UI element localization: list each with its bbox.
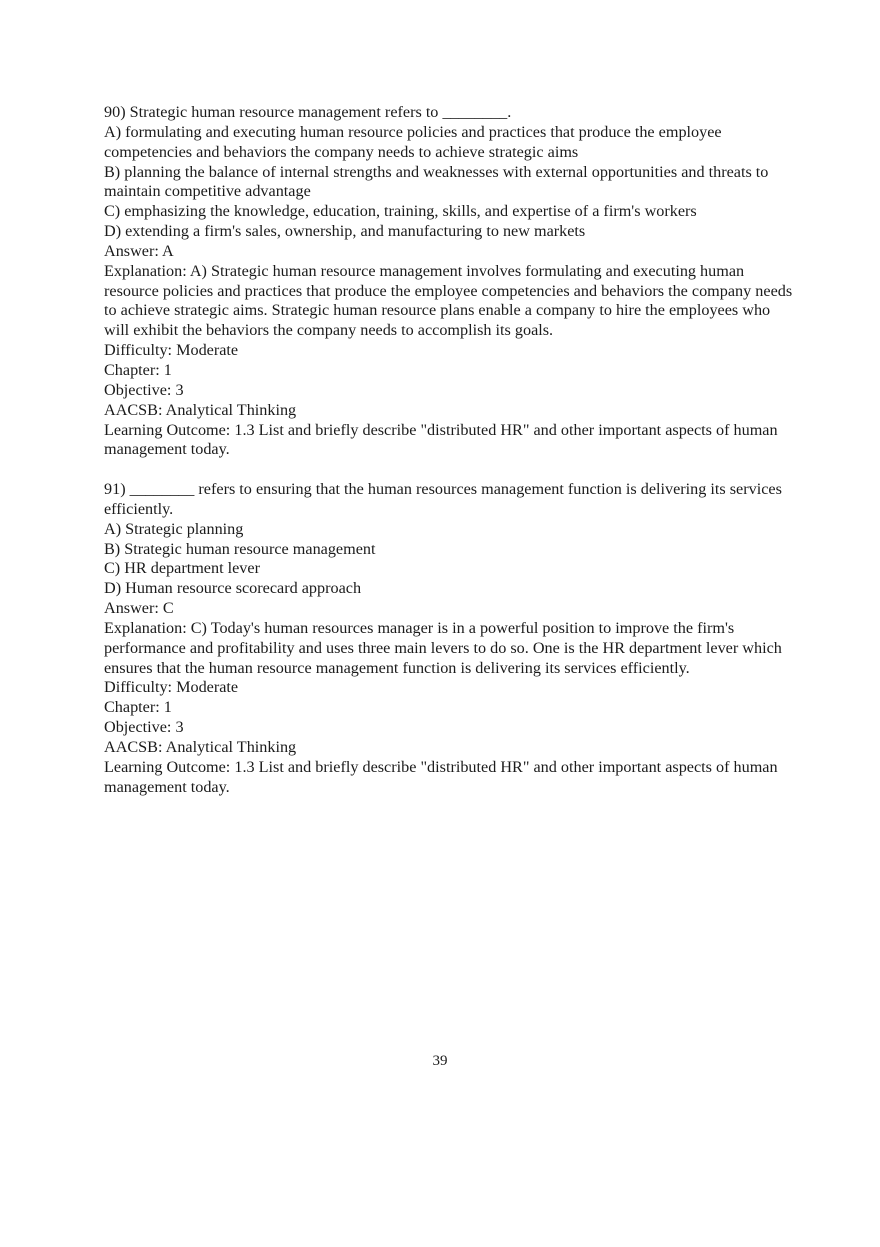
option-c: C) HR department lever: [104, 559, 260, 578]
question-stem: 91) ________ refers to ensuring that the human resources management function is delivering its services efficiently.: [104, 480, 782, 518]
learning-outcome: Learning Outcome: 1.3 List and briefly describe "distributed HR" and other important aspects of human management today.: [104, 757, 778, 796]
option-c: C) emphasizing the knowledge, education, training, skills, and expertise of a firm's workers: [104, 202, 697, 221]
aacsb: AACSB: Analytical Thinking: [104, 400, 297, 419]
option-d: D) Human resource scorecard approach: [104, 579, 362, 598]
page-number: 39: [432, 1053, 448, 1069]
objective: Objective: 3: [104, 380, 184, 399]
learning-outcome: Learning Outcome: 1.3 List and briefly describe "distributed HR" and other important aspects of human management today.: [104, 420, 778, 459]
question-91: [104, 480, 794, 798]
option-d: D) extending a firm's sales, ownership, and manufacturing to new markets: [104, 222, 586, 241]
answer: Answer: C: [104, 599, 174, 618]
option-a: A) Strategic planning: [104, 519, 244, 538]
chapter: Chapter: 1: [104, 360, 172, 379]
option-b: B) planning the balance of internal strengths and weaknesses with external opportunities and threats to maintain competitive advantage: [104, 162, 769, 201]
option-b: B) Strategic human resource management: [104, 539, 376, 558]
option-a: A) formulating and executing human resource policies and practices that produce the employee competencies and behaviors the company needs to achieve strategic aims: [104, 122, 722, 161]
chapter: Chapter: 1: [104, 698, 172, 717]
difficulty: Difficulty: Moderate: [104, 678, 239, 697]
explanation: Explanation: C) Today's human resources manager is in a powerful position to improve the firm's performance and profitability and uses three main levers to do so. One is the HR department lever which ensures that the human resource management function is delivering its services efficiently.: [104, 618, 782, 677]
explanation: Explanation: A) Strategic human resource management involves formulating and executing human resource policies and practices that produce the employee competencies and behaviors the company needs to achieve strategic aims. Strategic human resource plans enable a company to hire the employees who will exhibit the behaviors the company needs to accomplish its goals.: [104, 261, 793, 340]
objective: Objective: 3: [104, 718, 184, 737]
question-stem: 90) Strategic human resource management refers to ________.: [104, 103, 512, 121]
question-90: [104, 103, 794, 460]
difficulty: Difficulty: Moderate: [104, 341, 239, 360]
answer: Answer: A: [104, 241, 174, 260]
aacsb: AACSB: Analytical Thinking: [104, 738, 297, 756]
page-content: [104, 103, 794, 798]
